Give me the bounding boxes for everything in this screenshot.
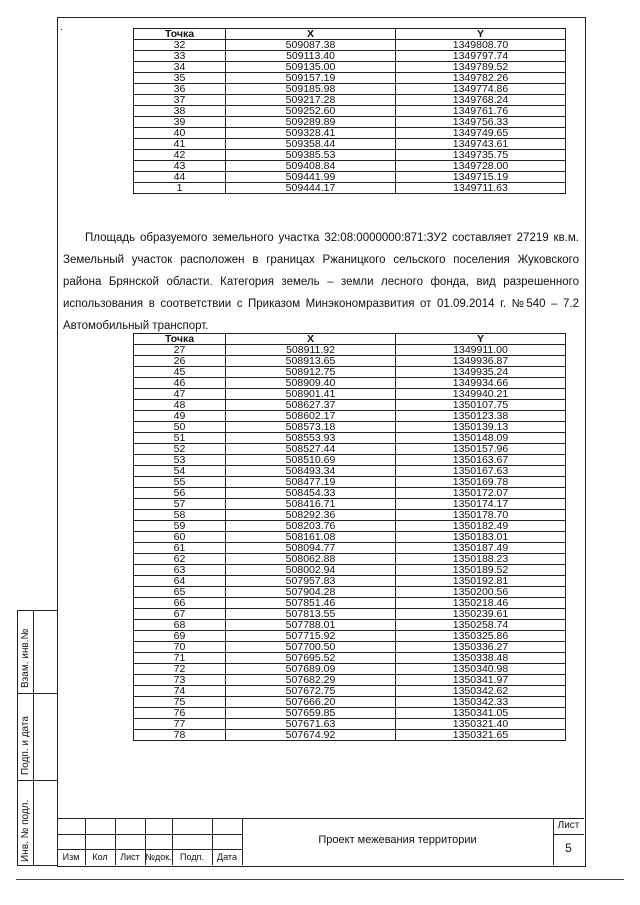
table-row [134, 139, 566, 150]
point-number-cell: 65 [134, 587, 226, 598]
point-number-cell: 77 [134, 719, 226, 730]
x-coordinate-cell: 507788.01 [226, 620, 396, 631]
point-number-cell: 36 [134, 84, 226, 95]
x-coordinate-cell: 509289.89 [226, 117, 396, 128]
x-coordinate-cell: 508292.36 [226, 510, 396, 521]
table-row [134, 554, 566, 565]
table-row [134, 642, 566, 653]
y-coordinate-cell: 1350157.96 [396, 444, 566, 455]
y-coordinate-cell: 1350321.65 [396, 730, 566, 741]
point-number-cell: 71 [134, 653, 226, 664]
table-row [134, 620, 566, 631]
table-row [134, 40, 566, 51]
table-row [134, 664, 566, 675]
column-header: Y [396, 29, 566, 40]
y-coordinate-cell: 1349940.21 [396, 389, 566, 400]
x-coordinate-cell: 509328.41 [226, 128, 396, 139]
table-row [134, 73, 566, 84]
x-coordinate-cell: 508161.08 [226, 532, 396, 543]
point-number-cell: 32 [134, 40, 226, 51]
x-coordinate-cell: 508493.34 [226, 466, 396, 477]
point-number-cell: 70 [134, 642, 226, 653]
table-row [134, 708, 566, 719]
y-coordinate-cell: 1350183.01 [396, 532, 566, 543]
coordinates-table-2 [133, 333, 566, 741]
table-header-row [134, 29, 566, 40]
x-coordinate-cell: 507689.09 [226, 664, 396, 675]
bottom-rule [16, 879, 624, 880]
table-row [134, 422, 566, 433]
sheet-number: 5 [565, 841, 572, 855]
point-number-cell: 48 [134, 400, 226, 411]
y-coordinate-cell: 1350169.78 [396, 477, 566, 488]
column-header: X [226, 29, 396, 40]
y-coordinate-cell: 1349935.24 [396, 367, 566, 378]
x-coordinate-cell: 508901.41 [226, 389, 396, 400]
y-coordinate-cell: 1350239.61 [396, 609, 566, 620]
table-row [134, 609, 566, 620]
y-coordinate-cell: 1350336.27 [396, 642, 566, 653]
y-coordinate-cell: 1350187.49 [396, 543, 566, 554]
x-coordinate-cell: 508913.65 [226, 356, 396, 367]
x-coordinate-cell: 508602.17 [226, 411, 396, 422]
table-row [134, 400, 566, 411]
x-coordinate-cell: 508477.19 [226, 477, 396, 488]
table-row [134, 117, 566, 128]
x-coordinate-cell: 509252.60 [226, 106, 396, 117]
point-number-cell: 64 [134, 576, 226, 587]
point-number-cell: 68 [134, 620, 226, 631]
y-coordinate-cell: 1349711.63 [396, 183, 566, 194]
point-number-cell: 59 [134, 521, 226, 532]
x-coordinate-cell: 507813.55 [226, 609, 396, 620]
table-row [134, 466, 566, 477]
table-row [134, 488, 566, 499]
y-coordinate-cell: 1349911.00 [396, 345, 566, 356]
point-number-cell: 61 [134, 543, 226, 554]
point-number-cell: 49 [134, 411, 226, 422]
table-row [134, 433, 566, 444]
point-number-cell: 74 [134, 686, 226, 697]
y-coordinate-cell: 1349756.33 [396, 117, 566, 128]
table-row [134, 172, 566, 183]
y-coordinate-cell: 1349749.65 [396, 128, 566, 139]
x-coordinate-cell: 509441.99 [226, 172, 396, 183]
point-number-cell: 33 [134, 51, 226, 62]
point-number-cell: 60 [134, 532, 226, 543]
stamp-col-doc: №док. [145, 852, 172, 862]
y-coordinate-cell: 1350123.38 [396, 411, 566, 422]
point-number-cell: 41 [134, 139, 226, 150]
side-label-signature-date: Подп. и дата [20, 716, 31, 775]
y-coordinate-cell: 1350341.05 [396, 708, 566, 719]
y-coordinate-cell: 1350341.97 [396, 675, 566, 686]
y-coordinate-cell: 1350167.63 [396, 466, 566, 477]
point-number-cell: 51 [134, 433, 226, 444]
x-coordinate-cell: 508573.18 [226, 422, 396, 433]
point-number-cell: 46 [134, 378, 226, 389]
y-coordinate-cell: 1349728.00 [396, 161, 566, 172]
point-number-cell: 42 [134, 150, 226, 161]
table-row [134, 697, 566, 708]
sheet-label: Лист [557, 820, 580, 831]
table-row [134, 730, 566, 741]
table-row [134, 150, 566, 161]
y-coordinate-cell: 1350172.07 [396, 488, 566, 499]
x-coordinate-cell: 509408.84 [226, 161, 396, 172]
y-coordinate-cell: 1349743.61 [396, 139, 566, 150]
point-number-cell: 35 [134, 73, 226, 84]
y-coordinate-cell: 1350178.70 [396, 510, 566, 521]
x-coordinate-cell: 508527.44 [226, 444, 396, 455]
table-header-row [134, 334, 566, 345]
point-number-cell: 45 [134, 367, 226, 378]
x-coordinate-cell: 507700.50 [226, 642, 396, 653]
document-title: Проект межевания территории [318, 834, 477, 846]
y-coordinate-cell: 1350163.67 [396, 455, 566, 466]
table-row [134, 675, 566, 686]
x-coordinate-cell: 507672.75 [226, 686, 396, 697]
point-number-cell: 55 [134, 477, 226, 488]
y-coordinate-cell: 1349761.76 [396, 106, 566, 117]
y-coordinate-cell: 1350188.23 [396, 554, 566, 565]
y-coordinate-cell: 1350325.86 [396, 631, 566, 642]
table-row [134, 411, 566, 422]
y-coordinate-cell: 1349808.70 [396, 40, 566, 51]
point-number-cell: 39 [134, 117, 226, 128]
point-number-cell: 56 [134, 488, 226, 499]
table-row [134, 356, 566, 367]
column-header: Y [396, 334, 566, 345]
x-coordinate-cell: 509157.19 [226, 73, 396, 84]
point-number-cell: 47 [134, 389, 226, 400]
table-row [134, 389, 566, 400]
table-row [134, 444, 566, 455]
y-coordinate-cell: 1349735.75 [396, 150, 566, 161]
y-coordinate-cell: 1350182.49 [396, 521, 566, 532]
x-coordinate-cell: 508416.71 [226, 499, 396, 510]
table-row [134, 183, 566, 194]
table-row [134, 587, 566, 598]
point-number-cell: 62 [134, 554, 226, 565]
stamp-col-signature: Подп. [180, 852, 204, 862]
table-row [134, 378, 566, 389]
x-coordinate-cell: 507674.92 [226, 730, 396, 741]
x-coordinate-cell: 507904.28 [226, 587, 396, 598]
point-number-cell: 37 [134, 95, 226, 106]
x-coordinate-cell: 507666.20 [226, 697, 396, 708]
x-coordinate-cell: 507957.83 [226, 576, 396, 587]
table-row [134, 95, 566, 106]
x-coordinate-cell: 508912.75 [226, 367, 396, 378]
stamp-col-list: Лист [120, 852, 140, 862]
y-coordinate-cell: 1350139.13 [396, 422, 566, 433]
side-label-replacement-inv: Взам. инв.№ [20, 628, 31, 688]
x-coordinate-cell: 508002.94 [226, 565, 396, 576]
table-row [134, 84, 566, 95]
point-number-cell: 69 [134, 631, 226, 642]
point-number-cell: 72 [134, 664, 226, 675]
x-coordinate-cell: 509444.17 [226, 183, 396, 194]
table-row [134, 521, 566, 532]
column-header: X [226, 334, 396, 345]
y-coordinate-cell: 1349797.74 [396, 51, 566, 62]
y-coordinate-cell: 1350148.09 [396, 433, 566, 444]
point-number-cell: 76 [134, 708, 226, 719]
x-coordinate-cell: 508627.37 [226, 400, 396, 411]
x-coordinate-cell: 508909.40 [226, 378, 396, 389]
x-coordinate-cell: 508203.76 [226, 521, 396, 532]
x-coordinate-cell: 507851.46 [226, 598, 396, 609]
corner-mark: . [60, 22, 63, 33]
x-coordinate-cell: 509113.40 [226, 51, 396, 62]
stamp-col-date: Дата [217, 852, 237, 862]
table-row [134, 653, 566, 664]
x-coordinate-cell: 507682.29 [226, 675, 396, 686]
x-coordinate-cell: 507659.85 [226, 708, 396, 719]
x-coordinate-cell: 509358.44 [226, 139, 396, 150]
table-row [134, 345, 566, 356]
table-row [134, 128, 566, 139]
y-coordinate-cell: 1349789.52 [396, 62, 566, 73]
y-coordinate-cell: 1350192.81 [396, 576, 566, 587]
x-coordinate-cell: 509217.28 [226, 95, 396, 106]
table-row [134, 51, 566, 62]
point-number-cell: 44 [134, 172, 226, 183]
table-row [134, 719, 566, 730]
stamp-col-izm: Изм [62, 852, 80, 862]
point-number-cell: 63 [134, 565, 226, 576]
point-number-cell: 53 [134, 455, 226, 466]
point-number-cell: 1 [134, 183, 226, 194]
y-coordinate-cell: 1349768.24 [396, 95, 566, 106]
y-coordinate-cell: 1350338.48 [396, 653, 566, 664]
point-number-cell: 26 [134, 356, 226, 367]
x-coordinate-cell: 507695.52 [226, 653, 396, 664]
point-number-cell: 43 [134, 161, 226, 172]
y-coordinate-cell: 1350342.33 [396, 697, 566, 708]
point-number-cell: 34 [134, 62, 226, 73]
point-number-cell: 58 [134, 510, 226, 521]
point-number-cell: 40 [134, 128, 226, 139]
table-row [134, 543, 566, 554]
point-number-cell: 50 [134, 422, 226, 433]
x-coordinate-cell: 508094.77 [226, 543, 396, 554]
stamp-col-kol: Кол [92, 852, 108, 862]
y-coordinate-cell: 1350107.75 [396, 400, 566, 411]
column-header: Точка [134, 29, 226, 40]
x-coordinate-cell: 508062.88 [226, 554, 396, 565]
table-row [134, 161, 566, 172]
x-coordinate-cell: 507715.92 [226, 631, 396, 642]
x-coordinate-cell: 509185.98 [226, 84, 396, 95]
table-row [134, 565, 566, 576]
y-coordinate-cell: 1350258.74 [396, 620, 566, 631]
table-row [134, 367, 566, 378]
point-number-cell: 75 [134, 697, 226, 708]
x-coordinate-cell: 508553.93 [226, 433, 396, 444]
point-number-cell: 54 [134, 466, 226, 477]
x-coordinate-cell: 508510.69 [226, 455, 396, 466]
point-number-cell: 67 [134, 609, 226, 620]
side-label-original-inv: Инв. № подл. [20, 799, 31, 862]
point-number-cell: 38 [134, 106, 226, 117]
y-coordinate-cell: 1349715.19 [396, 172, 566, 183]
y-coordinate-cell: 1350342.62 [396, 686, 566, 697]
x-coordinate-cell: 507671.63 [226, 719, 396, 730]
table-row [134, 510, 566, 521]
point-number-cell: 57 [134, 499, 226, 510]
y-coordinate-cell: 1349782.26 [396, 73, 566, 84]
table-row [134, 686, 566, 697]
table-row [134, 106, 566, 117]
table-row [134, 598, 566, 609]
y-coordinate-cell: 1350218.46 [396, 598, 566, 609]
x-coordinate-cell: 509135.00 [226, 62, 396, 73]
y-coordinate-cell: 1349774.86 [396, 84, 566, 95]
table-row [134, 62, 566, 73]
point-number-cell: 78 [134, 730, 226, 741]
y-coordinate-cell: 1350200.56 [396, 587, 566, 598]
x-coordinate-cell: 509385.53 [226, 150, 396, 161]
x-coordinate-cell: 508911.92 [226, 345, 396, 356]
table-row [134, 477, 566, 488]
table-row [134, 455, 566, 466]
y-coordinate-cell: 1350321.40 [396, 719, 566, 730]
point-number-cell: 73 [134, 675, 226, 686]
table-row [134, 576, 566, 587]
point-number-cell: 27 [134, 345, 226, 356]
column-header: Точка [134, 334, 226, 345]
y-coordinate-cell: 1350174.17 [396, 499, 566, 510]
coordinates-table-1 [133, 28, 566, 194]
y-coordinate-cell: 1349936.87 [396, 356, 566, 367]
title-block [57, 818, 584, 865]
y-coordinate-cell: 1350340.98 [396, 664, 566, 675]
x-coordinate-cell: 508454.33 [226, 488, 396, 499]
y-coordinate-cell: 1350189.52 [396, 565, 566, 576]
table-row [134, 631, 566, 642]
y-coordinate-cell: 1349934.66 [396, 378, 566, 389]
land-plot-description: Площадь образуемого земельного участка 32:08:0000000:871:ЗУ2 составляет 27219 кв.м. Земельный участок расположен в границах Ржаницкого сельского поселения Жуковского района Брянской области. Категория земель – земли лесного фонда, вид разрешенного использования в соответствии с Приказом Минэкономразвития от 01.09.2014 г. №540 – 7.2 Автомобильный транспорт. [63, 232, 579, 332]
table-row [134, 499, 566, 510]
point-number-cell: 52 [134, 444, 226, 455]
table-row [134, 532, 566, 543]
x-coordinate-cell: 509087.38 [226, 40, 396, 51]
point-number-cell: 66 [134, 598, 226, 609]
